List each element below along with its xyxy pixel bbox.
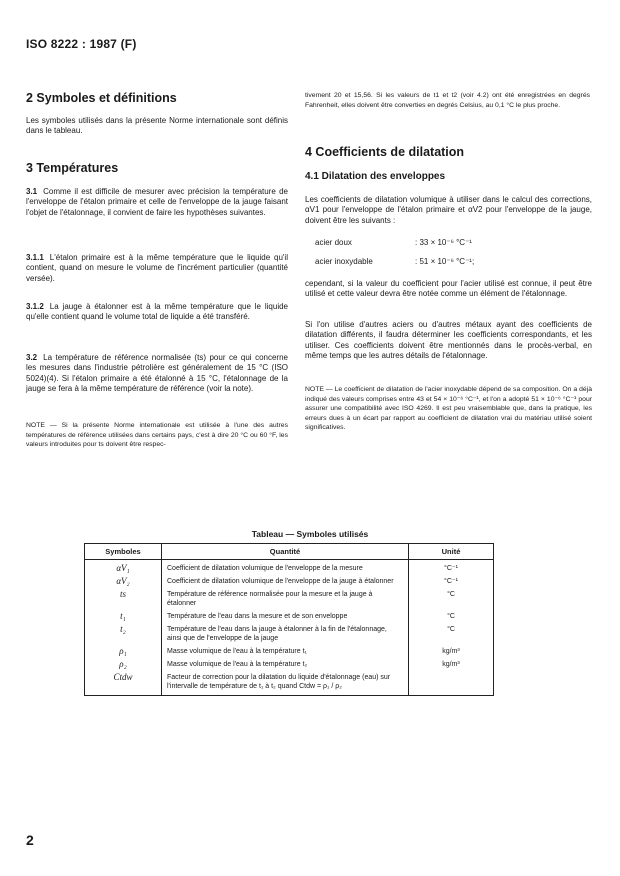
symbol-cell: ts	[119, 589, 126, 599]
column-header-symbols: Symboles	[85, 544, 162, 560]
para-3-1-1	[26, 253, 288, 284]
section-2-text: Les symboles utilisés dans la présente Norme internationale sont définis dans le tableau.	[26, 116, 288, 136]
symbol-cell: t₁	[120, 611, 126, 621]
coefficient-mild-steel-label: acier doux	[315, 238, 352, 247]
para-3-1-number: 3.1	[26, 187, 38, 196]
para-3-2-number: 3.2	[26, 353, 38, 362]
table-row	[85, 645, 494, 658]
table-row	[85, 588, 494, 610]
para-3-2	[26, 353, 288, 395]
quantity-cell: Coefficient de dilatation volumique de l'enveloppe de la jauge à étalonner	[162, 575, 409, 588]
table-row	[85, 623, 494, 645]
section-4-1-heading: 4.1 Dilatation des enveloppes	[305, 171, 446, 182]
unit-cell: °C	[409, 588, 494, 610]
table-header-row	[85, 544, 494, 560]
symbol-cell: αV₁	[116, 563, 130, 573]
symbol-cell: ρ₂	[119, 659, 127, 669]
document-header: ISO 8222 : 1987 (F)	[26, 37, 137, 51]
section-3-heading: 3 Températures	[26, 161, 119, 175]
quantity-cell: Température de l'eau dans la jauge à étalonner à la fin de l'étalonnage, ainsi que de l'enveloppe de la jauge	[162, 623, 409, 645]
table-row	[85, 658, 494, 671]
note-continuation: tivement 20 et 15,56. Si les valeurs de t1 et t2 (voir 4.2) ont été enregistrées en degrés Fahrenheit, elles doivent être converties en degrés Celsius, au 0,1 °C le plus proche.	[305, 92, 590, 109]
quantity-cell: Température de l'eau dans la mesure et de son enveloppe	[162, 610, 409, 623]
section-2-heading: 2 Symboles et définitions	[26, 91, 177, 105]
symbol-cell: t₂	[120, 624, 126, 634]
para-cependant: cependant, si la valeur du coefficient pour l'acier utilisé est connue, il peut être utilisé et cette valeur devra être notée comme un élément de l'étalonnage.	[305, 279, 592, 299]
unit-cell	[409, 671, 494, 693]
symbols-table	[84, 543, 494, 696]
table-row	[85, 562, 494, 575]
quantity-cell: Masse volumique de l'eau à la température t₂	[162, 658, 409, 671]
page-number: 2	[26, 832, 34, 848]
quantity-cell: Température de référence normalisée pour la mesure et la jauge à étalonner	[162, 588, 409, 610]
para-3-1-text: Comme il est difficile de mesurer avec précision la température de l'enveloppe de l'étalon primaire et celle de l'enveloppe de la jauge faisant l'objet de l'étalonnage, il convient de faire les hypothèses suivantes.	[26, 187, 288, 217]
unit-cell: °C⁻¹	[409, 575, 494, 588]
unit-cell: °C	[409, 623, 494, 645]
symbol-cell: Ctdw	[113, 672, 133, 682]
coefficient-stainless-steel-label: acier inoxydable	[315, 257, 373, 266]
para-3-1	[26, 187, 288, 218]
table-row	[85, 610, 494, 623]
para-3-2-text: La température de référence normalisée (ts) pour ce qui concerne les mesures dans l'industrie pétrolière est généralement de 15 °C (ISO 5024)(4). Si l'étalon primaire a été étalonné à 15 °C, l'étalonnage de la jauge se fera à la même température de référence (voir la note).	[26, 353, 288, 394]
coefficient-mild-steel	[315, 238, 472, 247]
coefficient-stainless-steel-value: : 51 × 10⁻⁶ °C⁻¹;	[415, 257, 475, 266]
unit-cell: °C	[409, 610, 494, 623]
quantity-cell: Facteur de correction pour la dilatation du liquide d'étalonnage (eau) sur l'intervalle de température de t₁ à t₂ quand Ctdw = ρ₁ / ρ₂	[162, 671, 409, 693]
para-3-1-2-number: 3.1.2	[26, 302, 44, 311]
note-4-1: NOTE — Le coefficient de dilatation de l'acier inoxydable dépend de sa composition. On a déjà indiqué des valeurs comprises entre 43 et 54 × 10⁻⁶ °C⁻¹, et l'on a adopté 51 × 10⁻⁶ °C⁻¹ pour assurer une compatibilité avec ISO 4269. Il est peu vraisemblable que, dans la pratique, les erreurs dues à un écart par rapport au coefficient de dilatation vrai du matériau utilisé soient significatives.	[305, 386, 592, 432]
quantity-cell: Masse volumique de l'eau à la température t₁	[162, 645, 409, 658]
unit-cell: °C⁻¹	[409, 562, 494, 575]
para-4-1: Les coefficients de dilatation volumique à utiliser dans le calcul des corrections, αV1 pour l'enveloppe de l'étalon primaire et αV2 pour l'enveloppe de la jauge, doivent être les suivants :	[305, 195, 592, 225]
coefficient-mild-steel-value: : 33 × 10⁻⁶ °C⁻¹	[415, 238, 472, 247]
column-header-quantity: Quantité	[162, 544, 409, 560]
unit-cell: kg/m³	[409, 658, 494, 671]
symbol-cell: αV₂	[116, 576, 130, 586]
para-autres-aciers: Si l'on utilise d'autres aciers ou d'autres métaux ayant des coefficients de dilatation différents, il faudra déterminer les coefficients correspondants, et les utiliser. Ces coefficients doivent être mentionnés dans le procès-verbal, en même temps que les autres détails de l'étalonnage.	[305, 320, 592, 361]
quantity-cell: Coefficient de dilatation volumique de l'enveloppe de la mesure	[162, 562, 409, 575]
para-3-1-1-number: 3.1.1	[26, 253, 44, 262]
table-row	[85, 671, 494, 693]
note-3-2: NOTE — Si la présente Norme internationale est utilisée à l'une des autres températures de référence utilisées dans certains pays, c'est à dire 20 °C ou 60 °F, les valeurs introduites pour ts doivent être respec-	[26, 422, 288, 449]
para-3-1-2-text: La jauge à étalonner est à la même température que le liquide qu'elle contient quand le volume total de liquide a été transféré.	[26, 302, 288, 322]
table-caption: Tableau — Symboles utilisés	[251, 529, 369, 539]
para-3-1-1-text: L'étalon primaire est à la même température que le liquide qu'il contient, quand on mesure le volume de l'incrément particulier (quantité versée).	[26, 253, 288, 283]
section-4-heading: 4 Coefficients de dilatation	[305, 145, 465, 159]
coefficient-stainless-steel	[315, 257, 474, 266]
symbol-cell: ρ₁	[119, 646, 127, 656]
para-3-1-2	[26, 302, 288, 323]
unit-cell: kg/m³	[409, 645, 494, 658]
table-row	[85, 575, 494, 588]
column-header-unit: Unité	[409, 544, 494, 560]
